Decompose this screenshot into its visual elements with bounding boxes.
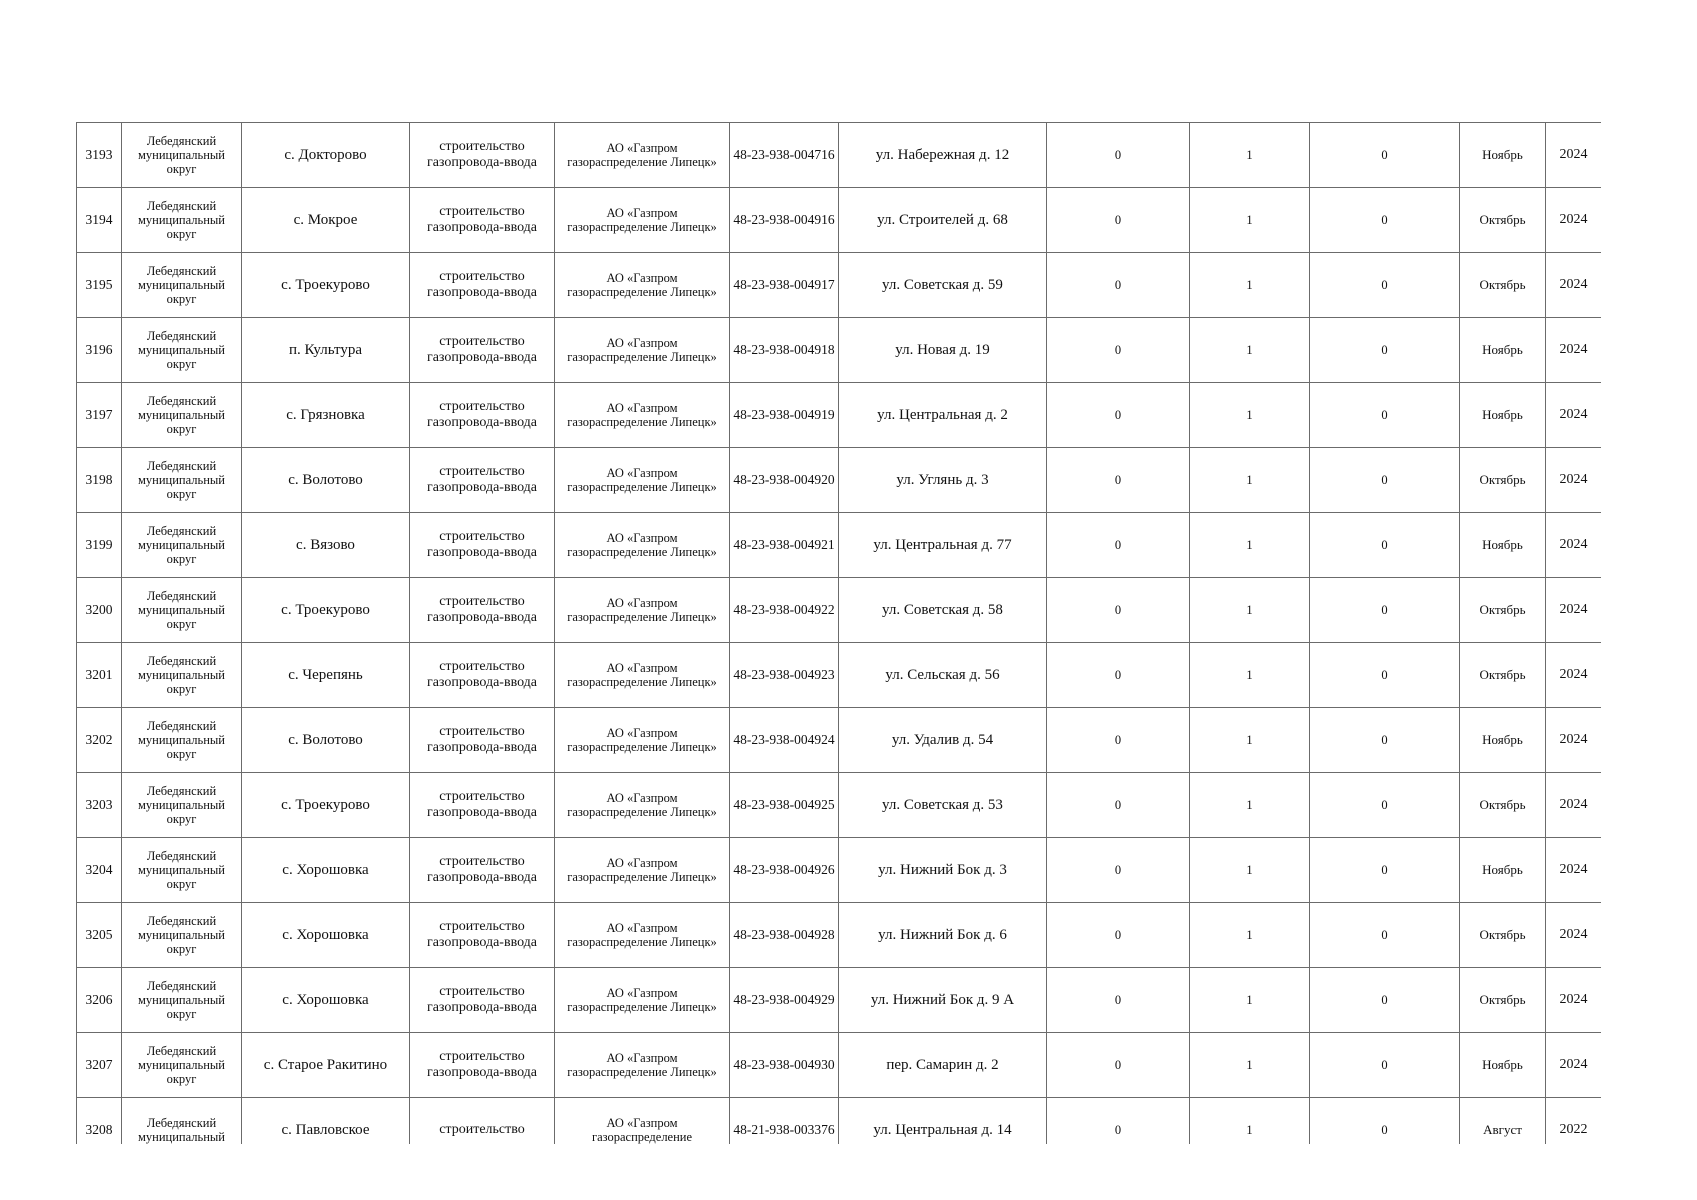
work-type-cell: строительство газопровода-ввода xyxy=(410,383,555,448)
value-3-cell: 0 xyxy=(1310,1033,1460,1098)
value-3-cell: 0 xyxy=(1310,578,1460,643)
month-cell: Октябрь xyxy=(1460,188,1546,253)
address-cell: ул. Центральная д. 77 xyxy=(839,513,1047,578)
district-cell: Лебедянский муниципальный округ xyxy=(122,643,242,708)
value-3-cell: 0 xyxy=(1310,383,1460,448)
value-2-cell: 1 xyxy=(1190,448,1310,513)
organization-cell: АО «Газпром газораспределение Липецк» xyxy=(555,188,730,253)
row-number: 3197 xyxy=(77,383,122,448)
organization-cell: АО «Газпром газораспределение Липецк» xyxy=(555,513,730,578)
value-3-cell: 0 xyxy=(1310,253,1460,318)
district-cell: Лебедянский муниципальный округ xyxy=(122,773,242,838)
row-number: 3204 xyxy=(77,838,122,903)
value-1-cell: 0 xyxy=(1047,1033,1190,1098)
address-cell: ул. Советская д. 53 xyxy=(839,773,1047,838)
object-code-cell: 48-23-938-004716 xyxy=(730,123,839,188)
settlement-cell: п. Культура xyxy=(242,318,410,383)
work-type-cell: строительство xyxy=(410,1098,555,1145)
row-number: 3206 xyxy=(77,968,122,1033)
year-cell: 2024 xyxy=(1546,708,1602,773)
value-2-cell: 1 xyxy=(1190,383,1310,448)
settlement-cell: с. Хорошовка xyxy=(242,968,410,1033)
value-2-cell: 1 xyxy=(1190,513,1310,578)
district-cell: Лебедянский муниципальный xyxy=(122,1098,242,1145)
year-cell: 2024 xyxy=(1546,838,1602,903)
value-2-cell: 1 xyxy=(1190,318,1310,383)
address-cell: ул. Нижний Бок д. 9 А xyxy=(839,968,1047,1033)
object-code-cell: 48-23-938-004921 xyxy=(730,513,839,578)
organization-cell: АО «Газпром газораспределение Липецк» xyxy=(555,968,730,1033)
object-code-cell: 48-23-938-004923 xyxy=(730,643,839,708)
table-body xyxy=(77,123,1602,1145)
value-3-cell: 0 xyxy=(1310,123,1460,188)
settlement-cell: с. Старое Ракитино xyxy=(242,1033,410,1098)
district-cell: Лебедянский муниципальный округ xyxy=(122,708,242,773)
district-cell: Лебедянский муниципальный округ xyxy=(122,578,242,643)
district-cell: Лебедянский муниципальный округ xyxy=(122,383,242,448)
month-cell: Октябрь xyxy=(1460,968,1546,1033)
address-cell: ул. Нижний Бок д. 6 xyxy=(839,903,1047,968)
month-cell: Октябрь xyxy=(1460,903,1546,968)
value-2-cell: 1 xyxy=(1190,773,1310,838)
value-3-cell: 0 xyxy=(1310,708,1460,773)
organization-cell: АО «Газпром газораспределение Липецк» xyxy=(555,383,730,448)
organization-cell: АО «Газпром газораспределение Липецк» xyxy=(555,253,730,318)
work-type-cell: строительство газопровода-ввода xyxy=(410,968,555,1033)
value-3-cell: 0 xyxy=(1310,448,1460,513)
month-cell: Октябрь xyxy=(1460,448,1546,513)
settlement-cell: с. Хорошовка xyxy=(242,838,410,903)
settlement-cell: с. Волотово xyxy=(242,448,410,513)
value-2-cell: 1 xyxy=(1190,1033,1310,1098)
value-1-cell: 0 xyxy=(1047,578,1190,643)
organization-cell: АО «Газпром газораспределение Липецк» xyxy=(555,773,730,838)
object-code-cell: 48-23-938-004929 xyxy=(730,968,839,1033)
settlement-cell: с. Мокрое xyxy=(242,188,410,253)
work-type-cell: строительство газопровода-ввода xyxy=(410,773,555,838)
row-number: 3200 xyxy=(77,578,122,643)
gasification-register-table xyxy=(76,122,1601,1144)
table-row xyxy=(77,838,1602,903)
table-row xyxy=(77,448,1602,513)
row-number: 3194 xyxy=(77,188,122,253)
value-2-cell: 1 xyxy=(1190,903,1310,968)
month-cell: Ноябрь xyxy=(1460,1033,1546,1098)
year-cell: 2024 xyxy=(1546,318,1602,383)
work-type-cell: строительство газопровода-ввода xyxy=(410,1033,555,1098)
value-1-cell: 0 xyxy=(1047,838,1190,903)
value-2-cell: 1 xyxy=(1190,643,1310,708)
table-row xyxy=(77,253,1602,318)
address-cell: ул. Набережная д. 12 xyxy=(839,123,1047,188)
organization-cell: АО «Газпром газораспределение Липецк» xyxy=(555,578,730,643)
value-1-cell: 0 xyxy=(1047,448,1190,513)
value-2-cell: 1 xyxy=(1190,708,1310,773)
value-1-cell: 0 xyxy=(1047,968,1190,1033)
month-cell: Ноябрь xyxy=(1460,708,1546,773)
table-row xyxy=(77,188,1602,253)
object-code-cell: 48-23-938-004918 xyxy=(730,318,839,383)
object-code-cell: 48-23-938-004919 xyxy=(730,383,839,448)
value-1-cell: 0 xyxy=(1047,1098,1190,1145)
work-type-cell: строительство газопровода-ввода xyxy=(410,643,555,708)
work-type-cell: строительство газопровода-ввода xyxy=(410,123,555,188)
work-type-cell: строительство газопровода-ввода xyxy=(410,903,555,968)
organization-cell: АО «Газпром газораспределение Липецк» xyxy=(555,318,730,383)
settlement-cell: с. Волотово xyxy=(242,708,410,773)
organization-cell: АО «Газпром газораспределение Липецк» xyxy=(555,643,730,708)
value-3-cell: 0 xyxy=(1310,968,1460,1033)
address-cell: ул. Советская д. 59 xyxy=(839,253,1047,318)
address-cell: ул. Центральная д. 14 xyxy=(839,1098,1047,1145)
value-1-cell: 0 xyxy=(1047,773,1190,838)
value-1-cell: 0 xyxy=(1047,513,1190,578)
settlement-cell: с. Павловское xyxy=(242,1098,410,1145)
object-code-cell: 48-23-938-004930 xyxy=(730,1033,839,1098)
table-row xyxy=(77,903,1602,968)
object-code-cell: 48-23-938-004924 xyxy=(730,708,839,773)
year-cell: 2024 xyxy=(1546,903,1602,968)
value-1-cell: 0 xyxy=(1047,253,1190,318)
value-1-cell: 0 xyxy=(1047,318,1190,383)
value-3-cell: 0 xyxy=(1310,188,1460,253)
row-number: 3205 xyxy=(77,903,122,968)
value-1-cell: 0 xyxy=(1047,708,1190,773)
district-cell: Лебедянский муниципальный округ xyxy=(122,838,242,903)
table-row xyxy=(77,708,1602,773)
value-2-cell: 1 xyxy=(1190,578,1310,643)
address-cell: ул. Советская д. 58 xyxy=(839,578,1047,643)
organization-cell: АО «Газпром газораспределение Липецк» xyxy=(555,123,730,188)
month-cell: Октябрь xyxy=(1460,643,1546,708)
settlement-cell: с. Троекурово xyxy=(242,578,410,643)
value-3-cell: 0 xyxy=(1310,643,1460,708)
value-2-cell: 1 xyxy=(1190,188,1310,253)
settlement-cell: с. Троекурово xyxy=(242,253,410,318)
address-cell: пер. Самарин д. 2 xyxy=(839,1033,1047,1098)
year-cell: 2024 xyxy=(1546,123,1602,188)
object-code-cell: 48-21-938-003376 xyxy=(730,1098,839,1145)
work-type-cell: строительство газопровода-ввода xyxy=(410,318,555,383)
settlement-cell: с. Докторово xyxy=(242,123,410,188)
table-row xyxy=(77,1033,1602,1098)
object-code-cell: 48-23-938-004928 xyxy=(730,903,839,968)
document-page xyxy=(76,122,1601,1144)
district-cell: Лебедянский муниципальный округ xyxy=(122,968,242,1033)
row-number: 3195 xyxy=(77,253,122,318)
value-3-cell: 0 xyxy=(1310,773,1460,838)
address-cell: ул. Новая д. 19 xyxy=(839,318,1047,383)
row-number: 3201 xyxy=(77,643,122,708)
table-row xyxy=(77,773,1602,838)
month-cell: Октябрь xyxy=(1460,773,1546,838)
table-row xyxy=(77,513,1602,578)
table-row xyxy=(77,578,1602,643)
table-row xyxy=(77,318,1602,383)
address-cell: ул. Центральная д. 2 xyxy=(839,383,1047,448)
district-cell: Лебедянский муниципальный округ xyxy=(122,513,242,578)
value-1-cell: 0 xyxy=(1047,383,1190,448)
settlement-cell: с. Грязновка xyxy=(242,383,410,448)
organization-cell: АО «Газпром газораспределение Липецк» xyxy=(555,708,730,773)
object-code-cell: 48-23-938-004926 xyxy=(730,838,839,903)
organization-cell: АО «Газпром газораспределение xyxy=(555,1098,730,1145)
address-cell: ул. Сельская д. 56 xyxy=(839,643,1047,708)
row-number: 3196 xyxy=(77,318,122,383)
value-2-cell: 1 xyxy=(1190,253,1310,318)
value-1-cell: 0 xyxy=(1047,188,1190,253)
value-1-cell: 0 xyxy=(1047,123,1190,188)
year-cell: 2024 xyxy=(1546,253,1602,318)
work-type-cell: строительство газопровода-ввода xyxy=(410,513,555,578)
value-3-cell: 0 xyxy=(1310,838,1460,903)
month-cell: Ноябрь xyxy=(1460,383,1546,448)
value-2-cell: 1 xyxy=(1190,123,1310,188)
work-type-cell: строительство газопровода-ввода xyxy=(410,708,555,773)
value-2-cell: 1 xyxy=(1190,838,1310,903)
organization-cell: АО «Газпром газораспределение Липецк» xyxy=(555,838,730,903)
district-cell: Лебедянский муниципальный округ xyxy=(122,318,242,383)
month-cell: Октябрь xyxy=(1460,253,1546,318)
year-cell: 2024 xyxy=(1546,383,1602,448)
value-1-cell: 0 xyxy=(1047,903,1190,968)
value-3-cell: 0 xyxy=(1310,903,1460,968)
organization-cell: АО «Газпром газораспределение Липецк» xyxy=(555,903,730,968)
value-2-cell: 1 xyxy=(1190,968,1310,1033)
work-type-cell: строительство газопровода-ввода xyxy=(410,448,555,513)
row-number: 3202 xyxy=(77,708,122,773)
object-code-cell: 48-23-938-004916 xyxy=(730,188,839,253)
table-row xyxy=(77,1098,1602,1145)
row-number: 3208 xyxy=(77,1098,122,1145)
month-cell: Ноябрь xyxy=(1460,513,1546,578)
year-cell: 2022 xyxy=(1546,1098,1602,1145)
row-number: 3207 xyxy=(77,1033,122,1098)
organization-cell: АО «Газпром газораспределение Липецк» xyxy=(555,1033,730,1098)
work-type-cell: строительство газопровода-ввода xyxy=(410,188,555,253)
year-cell: 2024 xyxy=(1546,1033,1602,1098)
value-3-cell: 0 xyxy=(1310,1098,1460,1145)
address-cell: ул. Углянь д. 3 xyxy=(839,448,1047,513)
work-type-cell: строительство газопровода-ввода xyxy=(410,253,555,318)
year-cell: 2024 xyxy=(1546,188,1602,253)
settlement-cell: с. Хорошовка xyxy=(242,903,410,968)
address-cell: ул. Строителей д. 68 xyxy=(839,188,1047,253)
organization-cell: АО «Газпром газораспределение Липецк» xyxy=(555,448,730,513)
value-2-cell: 1 xyxy=(1190,1098,1310,1145)
table-row xyxy=(77,643,1602,708)
month-cell: Август xyxy=(1460,1098,1546,1145)
address-cell: ул. Удалив д. 54 xyxy=(839,708,1047,773)
year-cell: 2024 xyxy=(1546,513,1602,578)
month-cell: Ноябрь xyxy=(1460,123,1546,188)
district-cell: Лебедянский муниципальный округ xyxy=(122,123,242,188)
object-code-cell: 48-23-938-004920 xyxy=(730,448,839,513)
row-number: 3193 xyxy=(77,123,122,188)
district-cell: Лебедянский муниципальный округ xyxy=(122,448,242,513)
table-row xyxy=(77,383,1602,448)
year-cell: 2024 xyxy=(1546,773,1602,838)
object-code-cell: 48-23-938-004925 xyxy=(730,773,839,838)
work-type-cell: строительство газопровода-ввода xyxy=(410,838,555,903)
year-cell: 2024 xyxy=(1546,578,1602,643)
object-code-cell: 48-23-938-004917 xyxy=(730,253,839,318)
month-cell: Ноябрь xyxy=(1460,838,1546,903)
table-row xyxy=(77,123,1602,188)
district-cell: Лебедянский муниципальный округ xyxy=(122,188,242,253)
district-cell: Лебедянский муниципальный округ xyxy=(122,1033,242,1098)
row-number: 3198 xyxy=(77,448,122,513)
district-cell: Лебедянский муниципальный округ xyxy=(122,903,242,968)
settlement-cell: с. Черепянь xyxy=(242,643,410,708)
value-3-cell: 0 xyxy=(1310,318,1460,383)
work-type-cell: строительство газопровода-ввода xyxy=(410,578,555,643)
month-cell: Ноябрь xyxy=(1460,318,1546,383)
settlement-cell: с. Троекурово xyxy=(242,773,410,838)
month-cell: Октябрь xyxy=(1460,578,1546,643)
year-cell: 2024 xyxy=(1546,968,1602,1033)
address-cell: ул. Нижний Бок д. 3 xyxy=(839,838,1047,903)
district-cell: Лебедянский муниципальный округ xyxy=(122,253,242,318)
value-3-cell: 0 xyxy=(1310,513,1460,578)
row-number: 3203 xyxy=(77,773,122,838)
year-cell: 2024 xyxy=(1546,643,1602,708)
value-1-cell: 0 xyxy=(1047,643,1190,708)
table-row xyxy=(77,968,1602,1033)
object-code-cell: 48-23-938-004922 xyxy=(730,578,839,643)
row-number: 3199 xyxy=(77,513,122,578)
settlement-cell: с. Вязово xyxy=(242,513,410,578)
year-cell: 2024 xyxy=(1546,448,1602,513)
